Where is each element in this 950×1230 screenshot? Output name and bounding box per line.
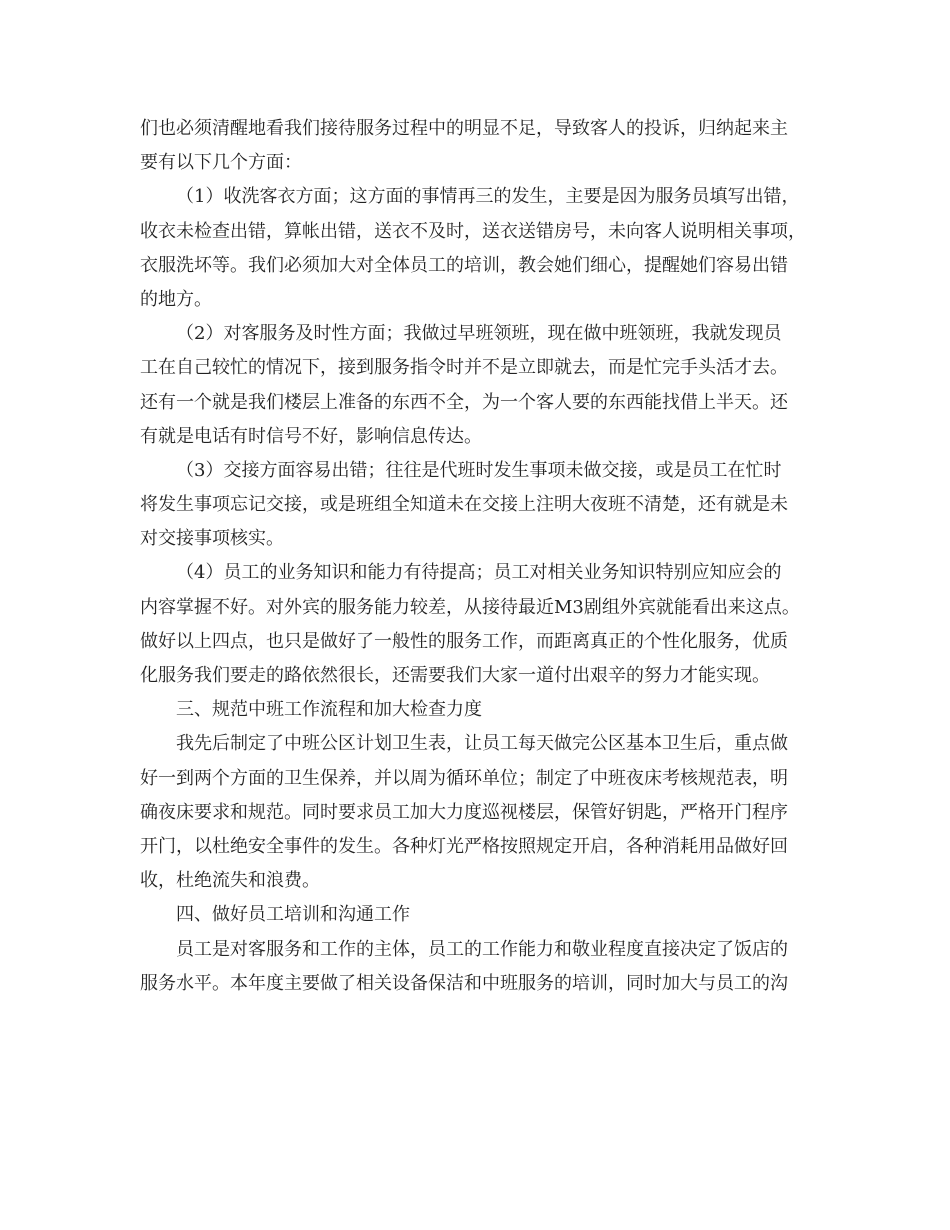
- paragraph-first-line: （1）收洗客衣方面；这方面的事情再三的发生，主要是因为服务员填写出错，: [176, 186, 800, 208]
- text-line: 确夜床要求和规范。同时要求员工加大力度巡视楼层，保管好钥匙，严格开门程序: [140, 801, 788, 823]
- text-line: 工在自己较忙的情况下，接到服务指令时并不是立即就去，而是忙完手头活才去。: [140, 357, 788, 379]
- paragraph-first-line: 我先后制定了中班公区计划卫生表，让员工每天做完公区基本卫生后，重点做: [176, 733, 788, 755]
- paragraph-first-line: 三、规范中班工作流程和加大检查力度: [176, 699, 482, 721]
- text-line: 内容掌握不好。对外宾的服务能力较差，从接待最近M3剧组外宾就能看出来这点。: [140, 596, 800, 618]
- text-line: 要有以下几个方面：: [140, 152, 302, 174]
- text-line: 服务水平。本年度主要做了相关设备保洁和中班服务的培训，同时加大与员工的沟: [140, 972, 788, 994]
- text-line: 们也必须清醒地看我们接待服务过程中的明显不足，导致客人的投诉，归纳起来主: [140, 118, 788, 139]
- paragraph-first-line: 四、做好员工培训和沟通工作: [176, 904, 410, 926]
- paragraph-first-line: （3）交接方面容易出错；往往是代班时发生事项未做交接，或是员工在忙时: [176, 459, 782, 481]
- text-line: 有就是电话有时信号不好，影响信息传达。: [140, 425, 482, 447]
- text-line: 好一到两个方面的卫生保养，并以周为循环单位；制定了中班夜床考核规范表，明: [140, 767, 788, 789]
- text-line: 化服务我们要走的路依然很长，还需要我们大家一道付出艰辛的努力才能实现。: [140, 665, 770, 686]
- text-line: 的地方。: [140, 288, 212, 310]
- text-line: 将发生事项忘记交接，或是班组全知道未在交接上注明大夜班不清楚，还有就是未: [140, 494, 788, 516]
- text-line: 开门，以杜绝安全事件的发生。各种灯光严格按照规定开启，各种消耗用品做好回: [140, 835, 788, 857]
- text-line: 做好以上四点，也只是做好了一般性的服务工作，而距离真正的个性化服务，优质: [140, 630, 788, 652]
- paragraph-first-line: （4）员工的业务知识和能力有待提高；员工对相关业务知识特别应知应会的: [176, 562, 782, 584]
- text-line: 衣服洗坏等。我们必须加大对全体员工的培训，教会她们细心，提醒她们容易出错: [140, 254, 788, 276]
- text-line: 对交接事项核实。: [140, 528, 284, 550]
- text-line: 还有一个就是我们楼层上准备的东西不全，为一个客人要的东西能找借上半天。还: [140, 391, 788, 413]
- body-text: [140, 112, 820, 1001]
- text-line: 收衣未检查出错，算帐出错，送衣不及时，送衣送错房号，未向客人说明相关事项，: [140, 220, 806, 242]
- text-line: 收，杜绝流失和浪费。: [140, 870, 320, 892]
- paragraph-first-line: （2）对客服务及时性方面；我做过早班领班，现在做中班领班，我就发现员: [176, 323, 782, 345]
- paragraph-first-line: 员工是对客服务和工作的主体，员工的工作能力和敬业程度直接决定了饭店的: [176, 938, 788, 960]
